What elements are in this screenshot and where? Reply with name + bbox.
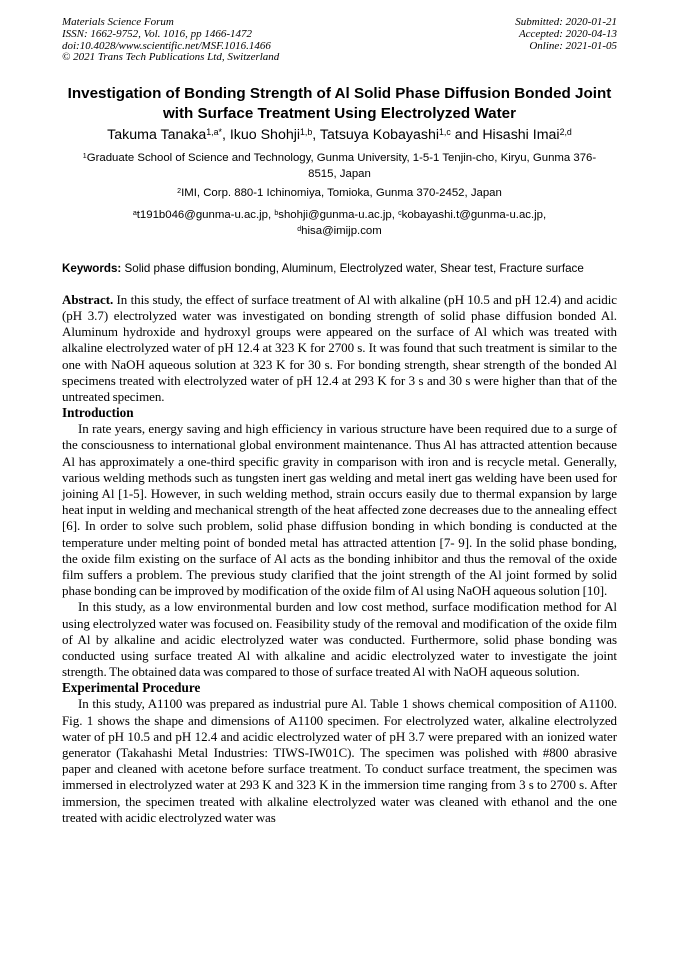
author-name: Hisashi Imai: [482, 127, 560, 144]
submitted-date: Submitted: 2020-01-21: [515, 16, 617, 28]
section-heading-introduction: Introduction: [62, 405, 134, 421]
journal-issn-volume: ISSN: 1662-9752, Vol. 1016, pp 1466-1472: [62, 27, 253, 40]
author-affiliation-marker: 1,c: [439, 127, 451, 138]
author-emails: [62, 207, 617, 240]
abstract-text: In this study, the effect of surface treatment of Al with alkaline (pH 10.5 and pH 12.4) and acidic (pH 3.7) electrolyzed water was investigated on bonding strength of solid phase diffusion bonded Al. Aluminum hydroxide and hydroxyl groups were appeared on the surface of Al which was treated with alkaline electrolyzed water of pH 12.4 at 323 K for 2700 s. It was found that such treatment is similar to the one with NaOH aqueous solution at 323 K for 30 s. For bonding strength, shear strength of the bonded Al specimens treated with electrolyzed water of pH 12.4 at 293 K for 3 s and 30 s were higher than that of the untreated specimen.: [62, 291, 617, 404]
section-heading-experimental-procedure: Experimental Procedure: [62, 680, 201, 696]
email-address: kobayashi.t@gunma-u.ac.jp,: [401, 208, 547, 221]
author-name: Takuma Tanaka: [107, 127, 207, 144]
keywords-section: [62, 261, 617, 277]
experimental-paragraph-1: In this study, A1100 was prepared as industrial pure Al. Table 1 shows chemical composition of A1100. Fig. 1 shows the shape and dimensions of A1100 specimen. For electrolyzed water, alkaline electrolyzed water of pH 10.5 and pH 12.4 and acidic electrolyzed water of pH 3.7 were prepared with an ionized water generator (Takahashi Metal Industries: TIWS-IW01C). The specimen was polished with #800 abrasive paper and cleaned with acetone before surface treatment. To conduct surface treatment, the specimen was immersed in electrolyzed water at 293 K and 323 K in the immersion time ranging from 3 s to 2700 s. After immersion, the specimen treated with alkaline electrolyzed water was cleaned with ethanol and the one treated with acidic electrolyzed water was: [62, 696, 617, 825]
email-marker: c: [398, 209, 402, 217]
affiliation-2: [62, 186, 617, 202]
affiliation-1: [80, 151, 600, 182]
authors-line: [62, 126, 617, 144]
author-affiliation-marker: 2,d: [559, 127, 572, 138]
author-name: Ikuo Shohji: [229, 127, 301, 144]
introduction-paragraph-1: In rate years, energy saving and high efficiency in various structure have been required due to a surge of the consciousness to international global environment maintenance. Thus Al has attracted attention because Al has approximately a one-third specific gravity in comparison with iron and is recycle metal. Generally, various welding methods such as tungsten inert gas welding and metal inert gas welding have been used for joining Al [1-5]. However, in such welding method, strain occurs easily due to thermal expansion by large heat input in welding and mechanical strength of the heat affected zone decreases due to the annealing effect [6]. In order to solve such problem, solid phase diffusion bonding in which bonding is conducted at the temperature under melting point of bonded metal has attracted attention [7- 9]. In the solid phase bonding, the oxide film existing on the surface of Al acts as the bonding inhibitor and thus the removal of the oxide film suffers a problem. The previous study clarified that the joint strength of the Al joint formed by solid phase bonding can be improved by modification of the oxide film of Al using NaOH aqueous solution [10].: [62, 421, 617, 599]
email-line-1: [62, 207, 617, 224]
email-marker: d: [297, 226, 302, 234]
email-line-2: [62, 223, 617, 240]
email-address: shohji@gunma-u.ac.jp,: [278, 208, 399, 221]
author-separator: and: [450, 127, 483, 144]
author-name: Tatsuya Kobayashi: [319, 127, 439, 144]
journal-doi: doi:10.4028/www.scientific.net/MSF.1016.1466: [62, 39, 271, 52]
keywords-text: Solid phase diffusion bonding, Aluminum, Electrolyzed water, Shear test, Fracture surface: [124, 261, 584, 275]
affiliation-text: IMI, Corp. 880-1 Ichinomiya, Tomioka, Gunma 370-2452, Japan: [181, 187, 502, 200]
abstract-label: Abstract.: [62, 291, 114, 307]
email-address: hisa@imijp.com: [301, 225, 382, 238]
author-affiliation-marker: 1,a*: [206, 127, 222, 138]
keywords-label: Keywords:: [62, 261, 122, 275]
affiliation-marker: 2: [177, 188, 182, 196]
email-address: t191b046@gunma-u.ac.jp,: [136, 208, 275, 221]
email-marker: b: [274, 209, 279, 217]
author-affiliation-marker: 1,b: [300, 127, 313, 138]
author-separator: ,: [221, 127, 230, 144]
submission-dates: [515, 17, 617, 64]
online-date: Online: 2021-01-05: [529, 39, 617, 52]
accepted-date: Accepted: 2020-04-13: [518, 27, 617, 40]
affiliation-marker: 1: [82, 153, 87, 161]
affiliation-text: Graduate School of Science and Technology, Gunma University, 1-5-1 Tenjin-cho, Kiryu, Gunma 376-8515, Japan: [86, 152, 597, 180]
journal-header: [62, 17, 617, 64]
author-separator: ,: [312, 127, 320, 144]
journal-copyright: © 2021 Trans Tech Publications Ltd, Switzerland: [62, 51, 280, 64]
email-marker: a: [132, 209, 137, 217]
journal-info: [62, 17, 279, 64]
abstract-section: [62, 292, 617, 405]
introduction-paragraph-2: In this study, as a low environmental burden and low cost method, surface modification method for Al using electrolyzed water was focused on. Feasibility study of the removal and modification of the oxide film of Al by alkaline and acidic electrolyzed water was conducted. Furthermore, solid phase bonding was conducted using surface treated Al with alkaline and acidic electrolyzed water to investigate the joint strength. The obtained data was compared to those of surface treated Al with NaOH aqueous solution.: [62, 599, 617, 680]
paper-title: Investigation of Bonding Strength of Al Solid Phase Diffusion Bonded Joint with Surface Treatment Using Electrolyzed Water: [67, 85, 612, 122]
journal-name: Materials Science Forum: [62, 16, 174, 28]
